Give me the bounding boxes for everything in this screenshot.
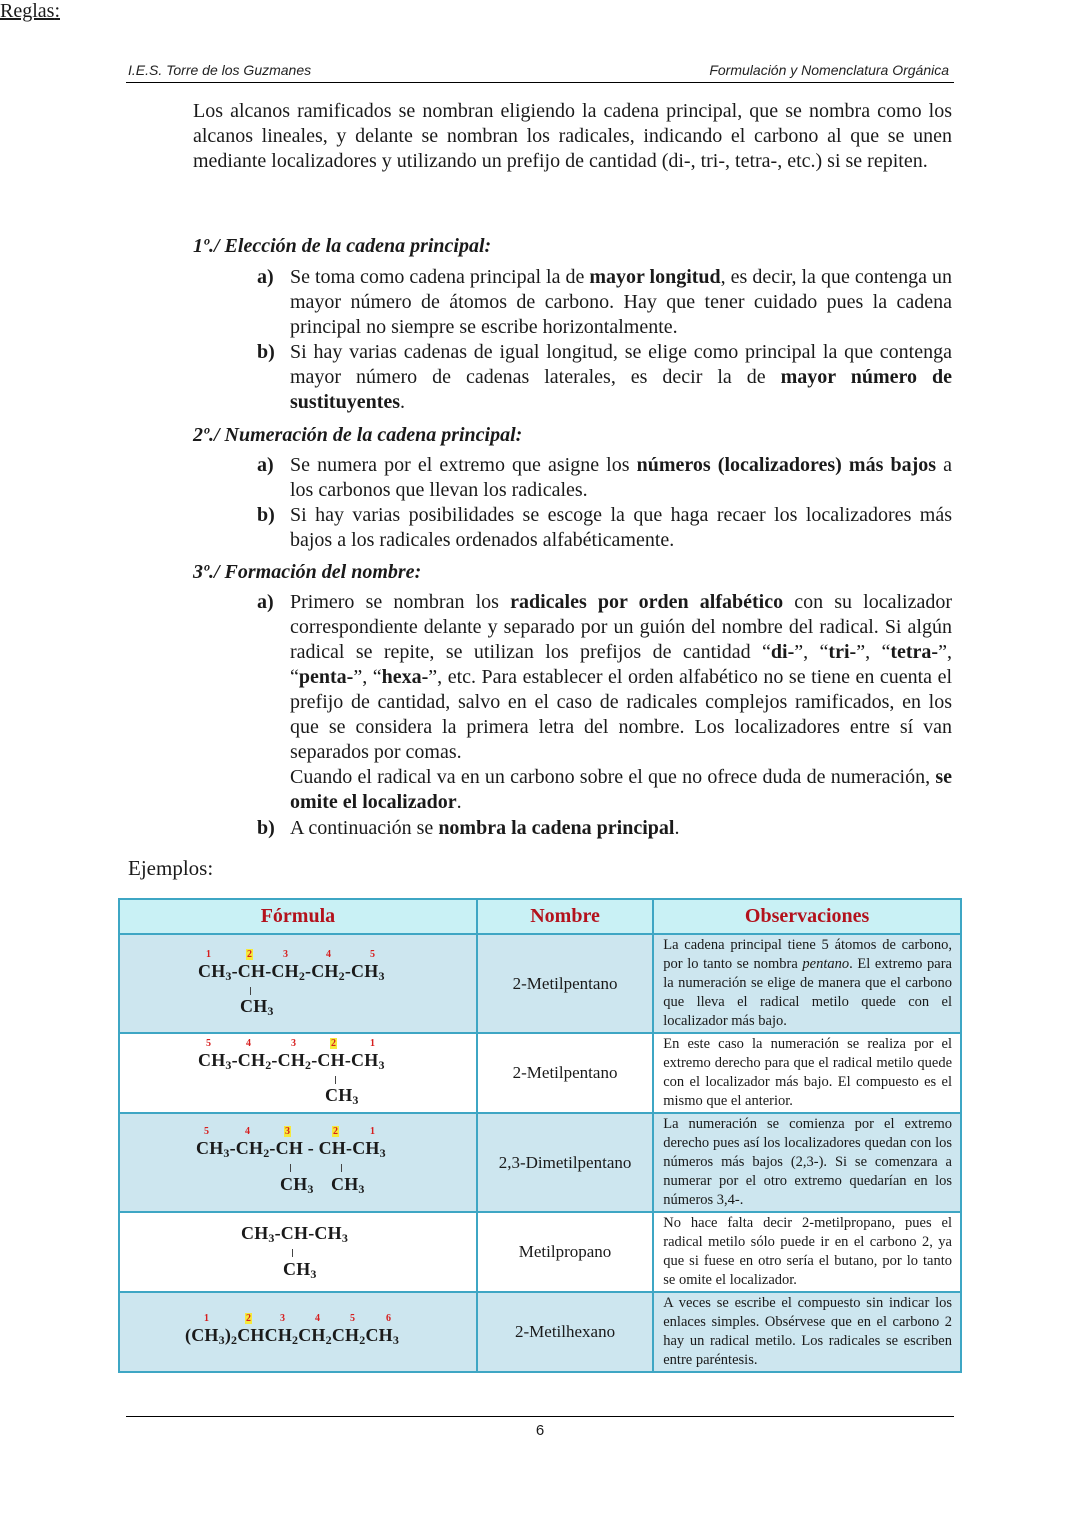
rule-1b bbox=[257, 340, 952, 415]
rule-2b-text: Si hay varias posibilidades se escoge la que haga recaer los localizadores más bajos a los radicales ordenados alfabéticamente. bbox=[290, 504, 952, 551]
formula-main-chain: $CH_3-CH-CH_2-CH_2-CH_3$ bbox=[198, 961, 385, 983]
formula-main-chain: $CH_3-CH_2-CH - CH-CH_3$ bbox=[196, 1138, 386, 1160]
header-subject-title: Formulación y Nomenclatura Orgánica bbox=[709, 62, 949, 78]
rule-3a bbox=[257, 590, 952, 815]
locant-number: 5 bbox=[206, 1038, 211, 1049]
compound-name: 2-Metilhexano bbox=[477, 1292, 653, 1372]
table-row bbox=[119, 1113, 961, 1212]
rule-2a bbox=[257, 453, 952, 503]
formula-branch: $CH_3$ bbox=[280, 1174, 314, 1196]
formula-cell bbox=[119, 934, 477, 1033]
bond-line bbox=[250, 987, 251, 995]
ejemplos-label: Ejemplos: bbox=[128, 856, 214, 880]
table-row bbox=[119, 1292, 961, 1372]
rule-3a-label: a) bbox=[257, 591, 274, 613]
formula-cell bbox=[119, 1292, 477, 1372]
compound-name: 2-Metilpentano bbox=[477, 934, 653, 1033]
examples-table bbox=[118, 898, 962, 1373]
formula-cell bbox=[119, 1033, 477, 1113]
bond-line bbox=[292, 1249, 293, 1257]
footer-divider bbox=[126, 1416, 954, 1417]
reglas-label: Reglas bbox=[0, 0, 55, 22]
compound-name: Metilpropano bbox=[477, 1212, 653, 1292]
locant-number: 6 bbox=[386, 1313, 391, 1324]
rule-3b-text: A continuación se nombra la cadena principal. bbox=[290, 817, 680, 839]
locant-number: 5 bbox=[370, 949, 375, 960]
bond-line bbox=[335, 1076, 336, 1084]
locant-number: 1 bbox=[204, 1313, 209, 1324]
locant-number: 1 bbox=[370, 1038, 375, 1049]
locant-number: 2 bbox=[247, 949, 252, 960]
formula-branch: $CH_3$ bbox=[325, 1085, 359, 1107]
rule-2a-text: Se numera por el extremo que asigne los números (localizadores) más bajos a los carbonos que llevan los radicales. bbox=[290, 454, 952, 501]
rule-1a-text: Se toma como cadena principal la de mayor longitud, es decir, la que contenga un mayor número de átomos de carbono. Hay que tener cuidado pues la cadena principal no siempre se escribe horizontalmente. bbox=[290, 266, 953, 338]
locant-number: 1 bbox=[370, 1126, 375, 1137]
table-row bbox=[119, 1033, 961, 1113]
locant-number: 4 bbox=[315, 1313, 320, 1324]
page-number: 6 bbox=[535, 1422, 545, 1439]
rule-1a-label: a) bbox=[257, 266, 274, 288]
compound-name: 2-Metilpentano bbox=[477, 1033, 653, 1113]
observation: En este caso la numeración se realiza por el extremo derecho para que el radical metilo quede con el localizador más bajo. El compuesto es el mismo que el anterior. bbox=[653, 1033, 961, 1113]
formula-main-chain: $CH_3-CH_2-CH_2-CH-CH_3$ bbox=[198, 1050, 385, 1072]
rule-3-title: 3º./ Formación del nombre: bbox=[193, 561, 422, 583]
locant-number: 5 bbox=[350, 1313, 355, 1324]
locant-number: 1 bbox=[206, 949, 211, 960]
header-formula: Fórmula bbox=[119, 899, 477, 934]
rule-3b-label: b) bbox=[257, 817, 275, 839]
locant-number: 2 bbox=[246, 1313, 251, 1324]
locant-number: 3 bbox=[283, 949, 288, 960]
bond-line bbox=[290, 1164, 291, 1172]
formula-cell bbox=[119, 1113, 477, 1212]
locant-number: 3 bbox=[291, 1038, 296, 1049]
locant-number: 3 bbox=[280, 1313, 285, 1324]
formula-branch-2: $CH_3$ bbox=[331, 1174, 365, 1196]
table-header-row bbox=[119, 899, 961, 934]
intro-paragraph: Los alcanos ramificados se nombran eligiendo la cadena principal, que se nombra como los alcanos lineales, y delante se nombran los radicales, indicando el carbono al que se unen mediante localizadores y utilizando un prefijo de cantidad (di-, tri-, tetra-, etc.) si se repiten. bbox=[193, 100, 952, 172]
locant-number: 2 bbox=[333, 1126, 338, 1137]
rule-1-title: 1º./ Elección de la cadena principal: bbox=[193, 235, 492, 257]
formula-main-chain: $(CH_3)_2CHCH_2CH_2CH_2CH_3$ bbox=[185, 1325, 400, 1347]
formula-main-chain: $CH_3-CH-CH_3$ bbox=[241, 1223, 349, 1245]
rule-3b bbox=[257, 816, 952, 841]
rule-2a-label: a) bbox=[257, 454, 274, 476]
rule-3a-text: Primero se nombran los radicales por orden alfabético con su localizador correspondiente delante y separado por un guión del nombre del radical. Si algún radical se repite, se utilizan los prefijos de cantidad “di-”, “tri-”, “tetra-”, “penta-”, “hexa-”, etc. Para establecer el orden alfabético no se tiene en cuenta el prefijo de cantidad, salvo en el caso de radicales complejos ramificados, en los que se considera la primera letra del nombre. Los localizadores entre sí van separados por comas. bbox=[290, 591, 952, 763]
header-nombre: Nombre bbox=[477, 899, 653, 934]
observation: La numeración se comienza por el extremo derecho pues así los localizadores quedan con los números más bajos (2,3-). Si se comenzara a numerar por el otro extremo quedarían en los números 3,4-. bbox=[653, 1113, 961, 1212]
rule-3a-text-2: Cuando el radical va en un carbono sobre el que no ofrece duda de numeración, se omite el localizador. bbox=[290, 766, 952, 813]
header-observaciones: Observaciones bbox=[653, 899, 961, 934]
table-row bbox=[119, 1212, 961, 1292]
observation: A veces se escribe el compuesto sin indicar los enlaces simples. Obsérvese que en el carbono 2 hay un radical metilo. Los radicales se escriben entre paréntesis. bbox=[653, 1292, 961, 1372]
locant-number: 4 bbox=[246, 1038, 251, 1049]
rule-1b-text: Si hay varias cadenas de igual longitud, se elige como principal la que contenga mayor número de cadenas laterales, es decir la de mayor número de sustituyentes. bbox=[290, 341, 952, 413]
compound-name: 2,3-Dimetilpentano bbox=[477, 1113, 653, 1212]
formula-branch: $CH_3$ bbox=[240, 996, 274, 1018]
locant-number: 2 bbox=[331, 1038, 336, 1049]
observation: La cadena principal tiene 5 átomos de carbono, por lo tanto se nombra pentano. El extremo para la numeración se elige de manera que el carbono que lleva el radical metilo quede con el localizador más bajo. bbox=[653, 934, 961, 1033]
rule-1b-label: b) bbox=[257, 341, 275, 363]
formula-branch: $CH_3$ bbox=[283, 1259, 317, 1281]
observation: No hace falta decir 2-metilpropano, pues el radical metilo sólo puede ir en el carbono 2, ya que si fuese en otro sería el butano, por lo tanto se omite el localizador. bbox=[653, 1212, 961, 1292]
rule-1a bbox=[257, 265, 952, 340]
rule-2-title: 2º./ Numeración de la cadena principal: bbox=[193, 424, 523, 446]
locant-number: 4 bbox=[245, 1126, 250, 1137]
header-school-name: I.E.S. Torre de los Guzmanes bbox=[128, 62, 312, 78]
reglas-heading: Reglas: bbox=[0, 0, 60, 22]
rule-2b-label: b) bbox=[257, 504, 275, 526]
locant-number: 4 bbox=[326, 949, 331, 960]
locant-number: 3 bbox=[285, 1126, 290, 1137]
rule-2b bbox=[257, 503, 952, 553]
locant-number: 5 bbox=[204, 1126, 209, 1137]
header-divider bbox=[126, 82, 954, 83]
formula-cell bbox=[119, 1212, 477, 1292]
table-row bbox=[119, 934, 961, 1033]
bond-line bbox=[341, 1164, 342, 1172]
